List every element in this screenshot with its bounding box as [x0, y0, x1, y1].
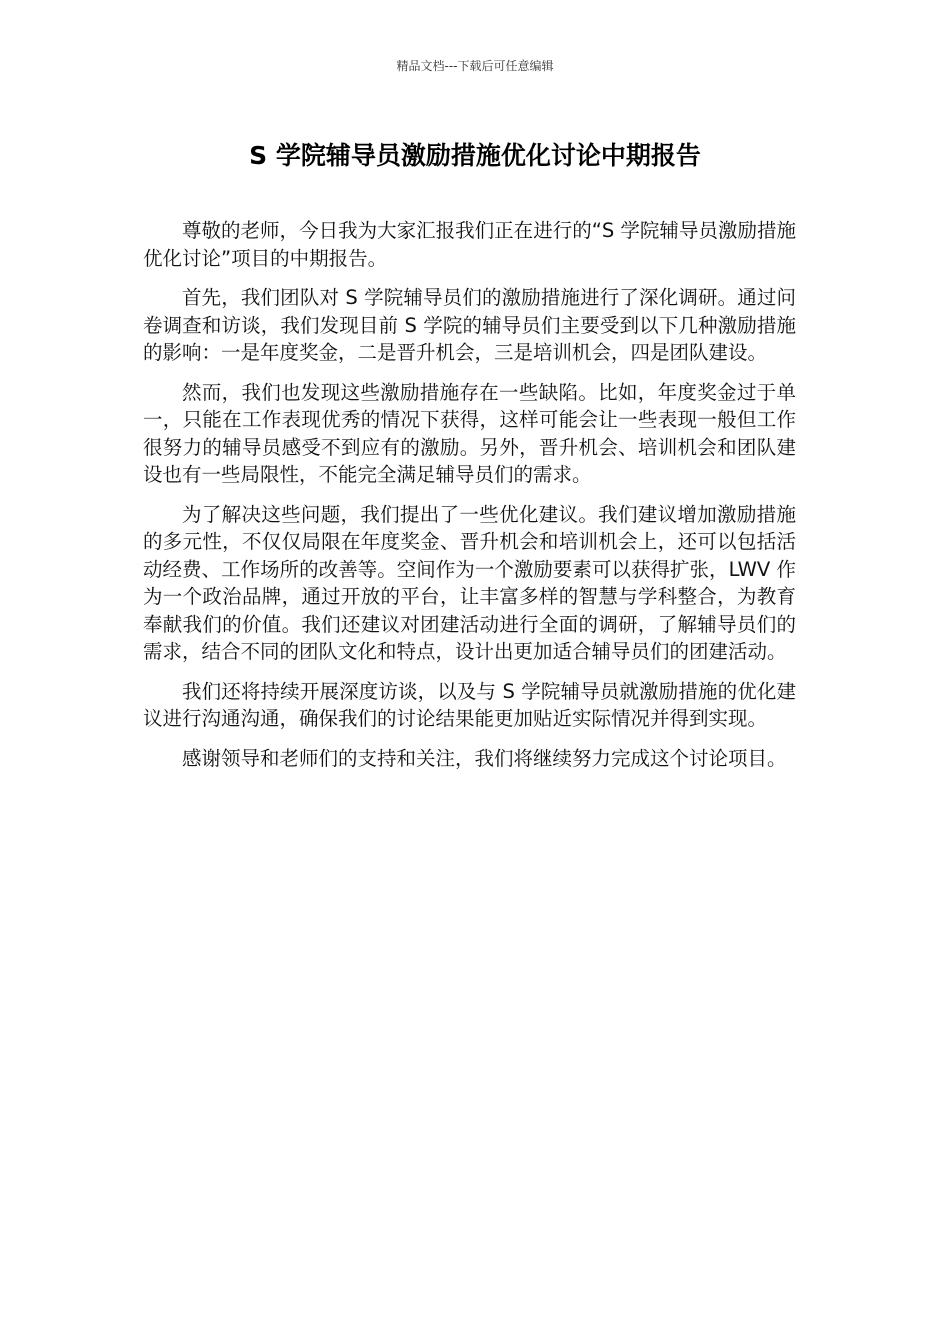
paragraph-suggestions: 为了解决这些问题，我们提出了一些优化建议。我们建议增加激励措施的多元性，不仅仅局限在年度奖金、晋升机会和培训机会上，还可以包括活动经费、工作场所的改善等。空间作为一个激励要素可以获得扩张，LWV 作为一个政治品牌，通过开放的平台，让丰富多样的智慧与学科整合，为教育奉献我们的价值。我们还建议对团建活动进行全面的调研，了解辅导员们的需求，结合不同的团队文化和特点，设计出更加适合辅导员们的团建活动。: [143, 502, 796, 663]
header-note: 精品文档---下载后可任意编辑: [396, 59, 554, 73]
paragraph-research: 首先，我们团队对 S 学院辅导员们的激励措施进行了深化调研。通过问卷调查和访谈，我们发现目前 S 学院的辅导员们主要受到以下几种激励措施的影响：一是年度奖金，二是晋升机会，三是培训机会，四是团队建设。: [143, 286, 796, 364]
paragraph-thanks: 感谢领导和老师们的支持和关注，我们将继续努力完成这个讨论项目。: [182, 746, 787, 770]
paragraph-defects: 然而，我们也发现这些激励措施存在一些缺陷。比如，年度奖金过于单一，只能在工作表现优秀的情况下获得，这样可能会让一些表现一般但工作很努力的辅导员感受不到应有的激励。另外，晋升机会、培训机会和团队建设也有一些局限性，不能完全满足辅导员们的需求。: [143, 380, 796, 486]
document-body: [143, 217, 796, 784]
document-title: S 学院辅导员激励措施优化讨论中期报告: [249, 141, 701, 170]
paragraph-greeting: 尊敬的老师，今日我为大家汇报我们正在进行的“S 学院辅导员激励措施优化讨论”项目的中期报告。: [143, 219, 796, 270]
paragraph-next-steps: 我们还将持续开展深度访谈，以及与 S 学院辅导员就激励措施的优化建议进行沟通沟通，确保我们的讨论结果能更加贴近实际情况并得到实现。: [143, 679, 796, 730]
